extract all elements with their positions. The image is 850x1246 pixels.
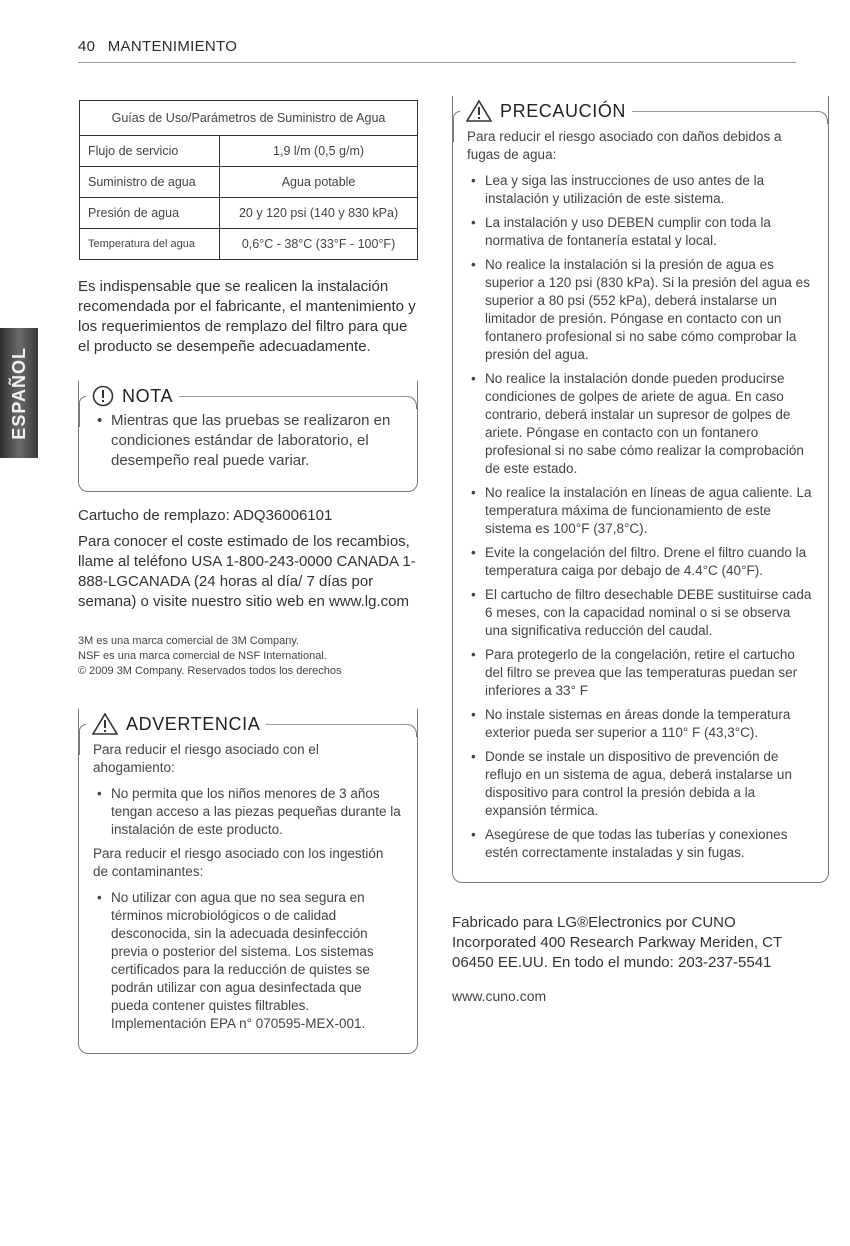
manufacturer-text: Fabricado para LG®Electronics por CUNO Incorporated 400 Research Parkway Meriden, CT 06450 EE.UU. En todo el mundo: 203-237-5541 — [452, 914, 782, 971]
warning-list-1 — [93, 785, 401, 839]
trademark-line: © 2009 3M Company. Reservados todos los derechos — [78, 665, 342, 677]
warning-box — [78, 709, 418, 1054]
trademarks — [78, 634, 418, 679]
list-item: • No realice la instalación en líneas de agua caliente. La temperatura máxima de funcionamiento de este sistema es 100°F (37,8°C). — [467, 484, 812, 538]
note-list — [93, 411, 401, 471]
language-tab-label: ESPAÑOL — [8, 346, 29, 440]
table-cell-label: Flujo de servicio — [80, 136, 220, 167]
contact-text: Para conocer el coste estimado de los recambios, llame al teléfono USA 1-800-243-0000 CANADA 1-888-LGCANADA (24 horas al día/ 7 días por semana) o visite nuestro sitio web en www.lg.com — [78, 533, 416, 610]
warning-list-2 — [93, 889, 401, 1033]
trademark-line: NSF es una marca comercial de NSF International. — [78, 650, 327, 662]
list-item: • Lea y siga las instrucciones de uso antes de la instalación y utilización de este sistema. — [467, 172, 812, 208]
list-item: • No realice la instalación si la presión de agua es superior a 120 psi (830 kPa). Si la presión del agua es superior a 80 psi (552 kPa), deberá instalarse un limitador de presión. Póngase en contacto con un fontanero profesional si no sabe cómo comprobar la presión del agua. — [467, 256, 812, 364]
intro-paragraph: Es indispensable que se realicen la instalación recomendada por el fabricante, el mantenimiento y los requerimientos de remplazo del filtro para que el producto se desempeñe adecuadamente. — [78, 278, 416, 355]
note-box — [78, 381, 418, 492]
list-item: • No realice la instalación donde pueden producirse condiciones de golpes de ariete de agua. En caso contrario, deberá instalar un supresor de golpes de ariete. Póngase en contacto con un fontanero profesional si no sabe cómo realizar la comprobación de este estado. — [467, 370, 812, 478]
table-cell-value: 1,9 l/m (0,5 g/m) — [220, 136, 418, 167]
warning-title: ADVERTENCIA — [126, 713, 261, 734]
list-item: • No instale sistemas en áreas donde la temperatura exterior pueda ser superior a 110° F (43,3°C). — [467, 706, 812, 742]
warning-intro-1: Para reducir el riesgo asociado con el ahogamiento: — [93, 742, 319, 775]
list-item: • Evite la congelación del filtro. Drene el filtro cuando la temperatura caiga por debajo de 4.4°C (40°F). — [467, 544, 812, 580]
list-item: • Mientras que las pruebas se realizaron en condiciones estándar de laboratorio, el desempeño real puede variar. — [93, 411, 401, 471]
table-cell-label: Presión de agua — [80, 198, 220, 229]
table-title-row — [80, 101, 418, 136]
list-item: • Donde se instale un dispositivo de prevención de reflujo en un sistema de agua, deberá instalarse un dispositivo para control la presión debida a la expansión térmica. — [467, 748, 812, 820]
language-tab — [0, 328, 38, 458]
left-column — [78, 100, 418, 1054]
list-item: • El cartucho de filtro desechable DEBE sustituirse cada 6 meses, con la capacidad nominal o si se observa una significativa reducción del caudal. — [467, 586, 812, 640]
water-spec-table — [79, 100, 418, 260]
cartridge-text: Cartucho de remplazo: ADQ36006101 — [78, 507, 333, 524]
caution-intro: Para reducir el riesgo asociado con daños debidos a fugas de agua: — [467, 129, 782, 162]
page-header — [78, 38, 796, 63]
table-cell-value: 20 y 120 psi (140 y 830 kPa) — [220, 198, 418, 229]
list-item: • No utilizar con agua que no sea segura en términos microbiológicos o de calidad desconocida, sin la adecuada desinfección previa o posterior del sistema. Los sistemas certificados para la reducción de quistes se podrán utilizar con agua desinfectada que pueda contener quistes filtrables. Implementación EPA n° 070595-MEX-001. — [93, 889, 401, 1033]
list-item: • Para protegerlo de la congelación, retire el cartucho del filtro se prevea que las temperaturas puedan ser inferiores a 33° F — [467, 646, 812, 700]
list-item: • Asegúrese de que todas las tuberías y conexiones estén correctamente instaladas y sin fugas. — [467, 826, 812, 862]
warning-triangle-icon — [466, 100, 492, 122]
table-row — [80, 167, 418, 198]
table-row — [80, 198, 418, 229]
warning-intro-2: Para reducir el riesgo asociado con los ingestión de contaminantes: — [93, 846, 384, 879]
table-cell-value: 0,6°C - 38°C (33°F - 100°F) — [220, 229, 418, 260]
list-item: • No permita que los niños menores de 3 años tengan acceso a las piezas pequeñas durante la instalación de este producto. — [93, 785, 401, 839]
right-column — [452, 96, 812, 1004]
section-title: MANTENIMIENTO — [107, 38, 238, 55]
list-item: • La instalación y uso DEBEN cumplir con toda la normativa de fontanería estatal y local. — [467, 214, 812, 250]
table-cell-value: Agua potable — [220, 167, 418, 198]
table-cell-label: Suministro de agua — [80, 167, 220, 198]
table-title: Guías de Uso/Parámetros de Suministro de Agua — [80, 101, 418, 136]
caution-title: PRECAUCIÓN — [500, 100, 627, 121]
trademark-line: 3M es una marca comercial de 3M Company. — [78, 635, 300, 647]
page-number: 40 — [78, 38, 96, 55]
info-icon — [92, 385, 114, 407]
table-row — [80, 229, 418, 260]
website-link[interactable]: www.cuno.com — [452, 988, 547, 1004]
caution-box — [452, 96, 829, 883]
table-row — [80, 136, 418, 167]
warning-triangle-icon — [92, 713, 118, 735]
caution-list — [467, 172, 812, 862]
table-cell-label: Temperatura del agua — [80, 229, 220, 260]
note-title: NOTA — [122, 385, 174, 406]
